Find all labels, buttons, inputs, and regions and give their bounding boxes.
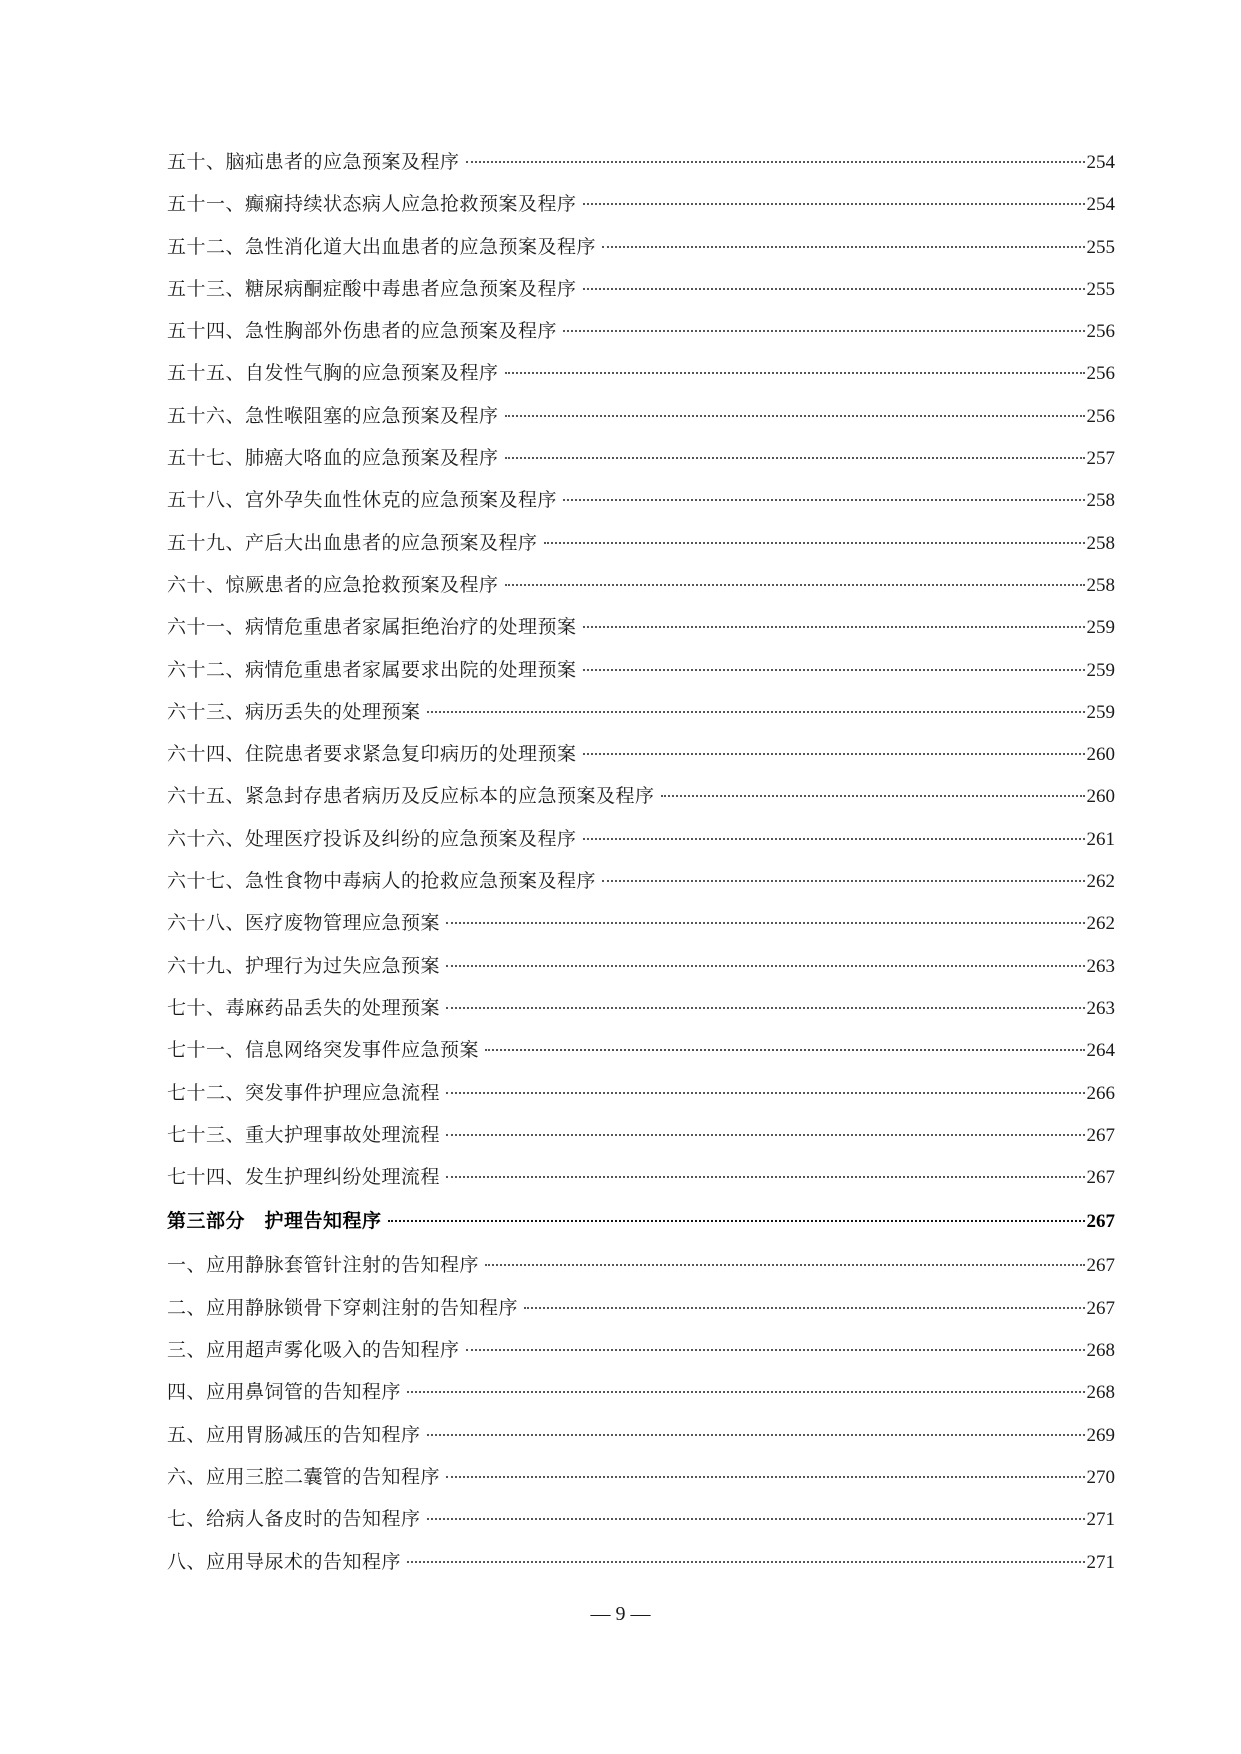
toc-entry-page: 258 — [1086, 490, 1115, 512]
toc-entry-title: 六十七、急性食物中毒病人的抢救应急预案及程序 — [167, 870, 597, 893]
toc-entry[interactable] — [167, 141, 1115, 183]
toc-entry-title: 五十、脑疝患者的应急预案及程序 — [167, 151, 460, 173]
toc-entry-page: 262 — [1086, 913, 1115, 935]
toc-entry-page: 271 — [1086, 1551, 1115, 1573]
toc-entry-title: 五十八、宫外孕失血性休克的应急预案及程序 — [167, 489, 558, 512]
toc-dot-leader — [466, 161, 1085, 163]
toc-entry-page: 266 — [1086, 1082, 1115, 1104]
toc-entry-title: 七十三、重大护理事故处理流程 — [167, 1123, 441, 1146]
toc-entry-page: 254 — [1086, 194, 1115, 216]
toc-entry[interactable] — [167, 564, 1115, 606]
toc-entry-page: 269 — [1086, 1424, 1115, 1446]
toc-entry-page: 259 — [1086, 659, 1115, 681]
toc-dot-leader — [407, 1561, 1084, 1563]
toc-entry[interactable] — [167, 1414, 1115, 1456]
toc-entry-page: 258 — [1086, 532, 1115, 554]
toc-entry-title: 五十六、急性喉阻塞的应急预案及程序 — [167, 404, 499, 427]
toc-entry[interactable] — [167, 945, 1115, 987]
toc-entry-title: 五十七、肺癌大咯血的应急预案及程序 — [167, 447, 499, 470]
toc-entry-page: 258 — [1086, 574, 1115, 596]
toc-entry-title: 六十、惊厥患者的应急抢救预案及程序 — [167, 573, 499, 596]
toc-dot-leader — [446, 922, 1084, 924]
toc-dot-leader — [583, 626, 1085, 628]
toc-dot-leader — [602, 246, 1084, 248]
toc-entry[interactable] — [167, 606, 1115, 648]
toc-dot-leader — [446, 1092, 1084, 1094]
toc-dot-leader — [563, 499, 1084, 501]
table-of-contents — [167, 141, 1115, 1583]
toc-entry[interactable] — [167, 1072, 1115, 1114]
toc-entry[interactable] — [167, 437, 1115, 479]
toc-entry[interactable] — [167, 1156, 1115, 1198]
toc-entry-page: 260 — [1086, 786, 1115, 808]
toc-dot-leader — [427, 1434, 1085, 1436]
toc-entry-title: 七十二、突发事件护理应急流程 — [167, 1081, 441, 1104]
toc-entry-title: 六十五、紧急封存患者病历及反应标本的应急预案及程序 — [167, 785, 655, 808]
toc-entry[interactable] — [167, 649, 1115, 691]
toc-entry-page: 259 — [1086, 617, 1115, 639]
toc-section-heading[interactable] — [167, 1198, 1115, 1244]
toc-dot-leader — [388, 1220, 1085, 1222]
toc-entry-title: 第三部分 护理告知程序 — [167, 1210, 382, 1233]
toc-dot-leader — [427, 1518, 1085, 1520]
toc-entry[interactable] — [167, 268, 1115, 310]
toc-entry[interactable] — [167, 1498, 1115, 1540]
toc-entry[interactable] — [167, 818, 1115, 860]
toc-entry-title: 一、应用静脉套管针注射的告知程序 — [167, 1254, 480, 1277]
toc-entry-title: 五十四、急性胸部外伤患者的应急预案及程序 — [167, 320, 558, 343]
toc-entry[interactable] — [167, 310, 1115, 352]
toc-entry-title: 七十、毒麻药品丢失的处理预案 — [167, 996, 441, 1019]
toc-entry[interactable] — [167, 1329, 1115, 1371]
toc-dot-leader — [446, 1134, 1084, 1136]
toc-entry[interactable] — [167, 987, 1115, 1029]
toc-entry-page: 267 — [1086, 1124, 1115, 1146]
toc-entry-page: 263 — [1086, 955, 1115, 977]
toc-entry-page: 259 — [1086, 701, 1115, 723]
toc-entry[interactable] — [167, 1456, 1115, 1498]
toc-entry-title: 六十六、处理医疗投诉及纠纷的应急预案及程序 — [167, 827, 577, 850]
toc-entry[interactable] — [167, 183, 1115, 225]
toc-entry-page: 270 — [1086, 1466, 1115, 1488]
toc-entry[interactable] — [167, 226, 1115, 268]
toc-entry[interactable] — [167, 479, 1115, 521]
toc-entry-title: 六十二、病情危重患者家属要求出院的处理预案 — [167, 658, 577, 681]
toc-entry-title: 五十一、癫痫持续状态病人应急抢救预案及程序 — [167, 193, 577, 216]
toc-entry-title: 五十三、糖尿病酮症酸中毒患者应急预案及程序 — [167, 277, 577, 300]
toc-entry-title: 六十一、病情危重患者家属拒绝治疗的处理预案 — [167, 616, 577, 639]
toc-entry[interactable] — [167, 1029, 1115, 1071]
toc-entry-title: 五十五、自发性气胸的应急预案及程序 — [167, 362, 499, 385]
toc-entry[interactable] — [167, 775, 1115, 817]
toc-entry-page: 267 — [1086, 1255, 1115, 1277]
toc-entry-page: 262 — [1086, 871, 1115, 893]
toc-entry-title: 三、应用超声雾化吸入的告知程序 — [167, 1339, 460, 1362]
toc-entry-title: 七十四、发生护理纠纷处理流程 — [167, 1166, 441, 1189]
toc-entry[interactable] — [167, 733, 1115, 775]
toc-dot-leader — [427, 711, 1085, 713]
toc-dot-leader — [544, 542, 1085, 544]
toc-entry-title: 二、应用静脉锁骨下穿刺注射的告知程序 — [167, 1296, 519, 1319]
toc-entry-title: 六十八、医疗废物管理应急预案 — [167, 912, 441, 935]
toc-entry-title: 六十九、护理行为过失应急预案 — [167, 954, 441, 977]
toc-entry-page: 261 — [1086, 828, 1115, 850]
toc-dot-leader — [446, 1176, 1084, 1178]
toc-entry-page: 257 — [1086, 448, 1115, 470]
toc-dot-leader — [446, 965, 1084, 967]
toc-entry[interactable] — [167, 1541, 1115, 1583]
toc-entry-title: 六、应用三腔二囊管的告知程序 — [167, 1465, 441, 1488]
toc-entry[interactable] — [167, 1287, 1115, 1329]
toc-entry-page: 260 — [1086, 744, 1115, 766]
toc-entry[interactable] — [167, 1244, 1115, 1286]
toc-entry-title: 六十四、住院患者要求紧急复印病历的处理预案 — [167, 743, 577, 766]
page-number: — 9 — — [590, 1603, 651, 1625]
toc-dot-leader — [583, 669, 1085, 671]
toc-entry-title: 五十二、急性消化道大出血患者的应急预案及程序 — [167, 235, 597, 258]
toc-entry-page: 267 — [1086, 1211, 1115, 1233]
toc-entry-page: 264 — [1086, 1040, 1115, 1062]
toc-dot-leader — [446, 1476, 1084, 1478]
toc-entry[interactable] — [167, 902, 1115, 944]
toc-entry-page: 267 — [1086, 1297, 1115, 1319]
toc-dot-leader — [602, 880, 1084, 882]
toc-entry-title: 六十三、病历丢失的处理预案 — [167, 700, 421, 723]
toc-entry-page: 256 — [1086, 321, 1115, 343]
toc-entry[interactable] — [167, 395, 1115, 437]
toc-dot-leader — [524, 1307, 1084, 1309]
toc-entry-page: 267 — [1086, 1167, 1115, 1189]
toc-entry-title: 七十一、信息网络突发事件应急预案 — [167, 1039, 480, 1062]
toc-entry-page: 268 — [1086, 1382, 1115, 1404]
toc-dot-leader — [485, 1264, 1084, 1266]
toc-entry[interactable] — [167, 352, 1115, 394]
toc-entry-title: 五十九、产后大出血患者的应急预案及程序 — [167, 531, 538, 554]
toc-entry[interactable] — [167, 1371, 1115, 1413]
toc-dot-leader — [583, 288, 1085, 290]
toc-dot-leader — [583, 203, 1085, 205]
toc-entry-page: 254 — [1086, 152, 1115, 173]
toc-entry-page: 271 — [1086, 1509, 1115, 1531]
toc-entry-page: 268 — [1086, 1340, 1115, 1362]
toc-dot-leader — [446, 1007, 1084, 1009]
toc-entry-page: 263 — [1086, 997, 1115, 1019]
toc-dot-leader — [505, 457, 1085, 459]
toc-entry-title: 五、应用胃肠减压的告知程序 — [167, 1423, 421, 1446]
toc-dot-leader — [466, 1349, 1085, 1351]
toc-dot-leader — [505, 584, 1085, 586]
toc-dot-leader — [505, 372, 1085, 374]
toc-dot-leader — [583, 838, 1085, 840]
toc-dot-leader — [407, 1391, 1084, 1393]
toc-dot-leader — [583, 753, 1085, 755]
toc-dot-leader — [563, 330, 1084, 332]
toc-entry-page: 255 — [1086, 236, 1115, 258]
toc-entry-page: 256 — [1086, 363, 1115, 385]
toc-dot-leader — [661, 795, 1085, 797]
toc-entry-page: 255 — [1086, 278, 1115, 300]
toc-entry[interactable] — [167, 1114, 1115, 1156]
toc-dot-leader — [505, 415, 1085, 417]
toc-entry-title: 八、应用导尿术的告知程序 — [167, 1550, 402, 1573]
toc-dot-leader — [485, 1049, 1084, 1051]
toc-entry[interactable] — [167, 522, 1115, 564]
toc-entry-title: 四、应用鼻饲管的告知程序 — [167, 1381, 402, 1404]
toc-entry[interactable] — [167, 691, 1115, 733]
toc-entry-page: 256 — [1086, 405, 1115, 427]
toc-entry[interactable] — [167, 860, 1115, 902]
toc-entry-title: 七、给病人备皮时的告知程序 — [167, 1508, 421, 1531]
